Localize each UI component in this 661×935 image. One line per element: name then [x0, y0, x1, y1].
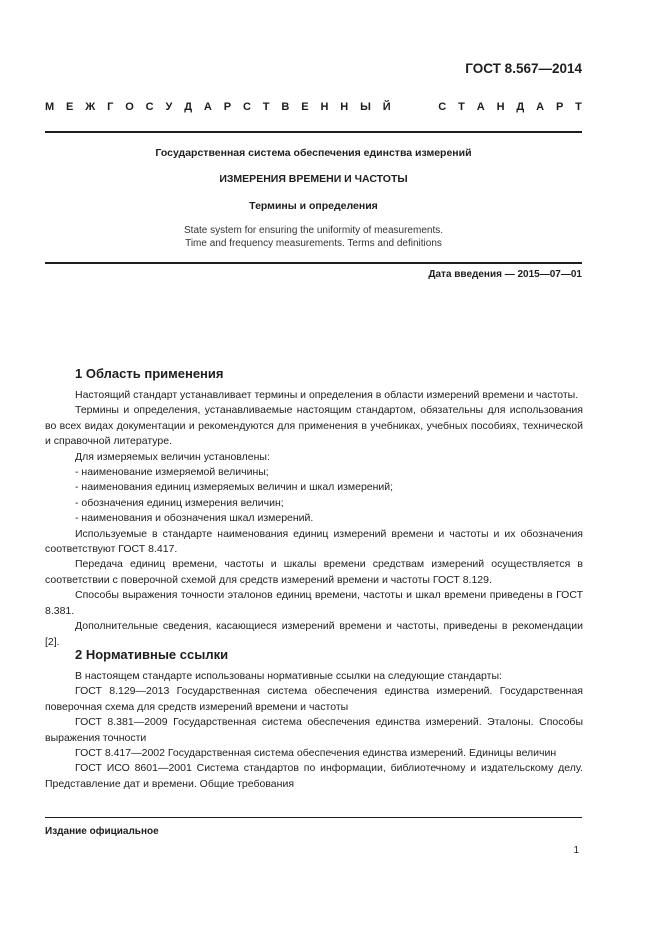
- interstate-standard-band: [45, 101, 582, 113]
- band-letter: Н: [340, 101, 349, 113]
- band-letter: С: [438, 101, 447, 113]
- official-edition-label: Издание официальное: [45, 826, 159, 837]
- paragraph: Способы выражения точности эталонов единиц времени, частоты и шкал времени приведены в ГОСТ 8.381.: [45, 589, 583, 617]
- band-letter: Т: [458, 101, 465, 113]
- english-title-line-2: Time and frequency measurements. Terms and definitions: [185, 238, 442, 249]
- reference-item: ГОСТ 8.417—2002 Государственная система обеспечения единства измерений. Единицы величин: [75, 747, 557, 760]
- document-code: ГОСТ 8.567—2014: [465, 61, 582, 76]
- band-letter: А: [203, 101, 212, 113]
- band-letter: Т: [575, 101, 582, 113]
- band-letter: [420, 101, 426, 113]
- english-title-line-1: State system for ensuring the uniformity of measurements.: [184, 225, 443, 236]
- band-letter: М: [45, 101, 55, 113]
- footer-rule: [45, 817, 582, 818]
- band-letter: Р: [223, 101, 232, 113]
- paragraph: Термины и определения, устанавливаемые настоящим стандартом, обязательны для использования во всех видах документации и рекомендуются для применения в учебниках, учебных пособиях, технической и справочной литературе.: [45, 404, 583, 448]
- paragraph: Для измеряемых величин установлены:: [75, 450, 270, 463]
- reference-item: ГОСТ 8.381—2009 Государственная система обеспечения единства измерений. Эталоны. Способы выражения точности: [45, 716, 583, 744]
- list-item: - наименования единиц измеряемых величин и шкал измерений;: [75, 481, 394, 494]
- paragraph: Дополнительные сведения, касающиеся измерений времени и частоты, приведены в рекомендации [2].: [45, 620, 583, 648]
- system-title: Государственная система обеспечения единства измерений: [155, 147, 472, 159]
- list-item: - обозначения единиц измерения величин;: [75, 496, 284, 509]
- section-1-heading: 1 Область применения: [75, 366, 224, 381]
- band-letter: Й: [382, 101, 391, 113]
- band-letter: Е: [301, 101, 309, 113]
- band-letter: Д: [184, 101, 193, 113]
- band-letter: Д: [516, 101, 525, 113]
- band-letter: Е: [66, 101, 74, 113]
- band-letter: В: [281, 101, 290, 113]
- section-1-body: [45, 388, 583, 650]
- band-letter: Ы: [360, 101, 371, 113]
- band-letter: А: [536, 101, 545, 113]
- list-item: - наименования и обозначения шкал измерений.: [75, 512, 314, 525]
- band-letter: О: [125, 101, 134, 113]
- band-letter: С: [145, 101, 154, 113]
- band-letter: А: [476, 101, 485, 113]
- band-letter: [403, 101, 409, 113]
- band-letter: Н: [496, 101, 505, 113]
- paragraph: Передача единиц времени, частоты и шкалы времени средствам измерений осуществляется в соответствии с поверочной схемой для средств измерений времени и частоты ГОСТ 8.129.: [45, 558, 583, 586]
- reference-item: ГОСТ ИСО 8601—2001 Система стандартов по информации, библиотечному и издательскому делу. Представление дат и времени. Общие требования: [45, 762, 583, 790]
- header-rule: [45, 131, 582, 133]
- band-letter: Т: [262, 101, 270, 113]
- band-letter: У: [165, 101, 173, 113]
- band-letter: Р: [555, 101, 564, 113]
- reference-item: ГОСТ 8.129—2013 Государственная система обеспечения единства измерений. Государственная поверочная схема для средств измерений времени и частоты: [45, 685, 583, 713]
- band-letter: Г: [107, 101, 114, 113]
- english-title: [45, 224, 582, 250]
- list-item: - наименование измеряемой величины;: [75, 466, 269, 479]
- paragraph: Настоящий стандарт устанавливает термины и определения в области измерений времени и частоты.: [75, 389, 579, 401]
- paragraph: В настоящем стандарте использованы нормативные ссылки на следующие стандарты:: [75, 670, 502, 682]
- introduction-date: Дата введения — 2015—07—01: [428, 269, 582, 280]
- document-subtitle: Термины и определения: [249, 200, 378, 212]
- band-letter: Н: [320, 101, 329, 113]
- page-number: 1: [573, 845, 579, 856]
- section-2-heading: 2 Нормативные ссылки: [75, 647, 229, 662]
- band-letter: Ж: [85, 101, 96, 113]
- band-letter: С: [242, 101, 251, 113]
- document-title: ИЗМЕРЕНИЯ ВРЕМЕНИ И ЧАСТОТЫ: [219, 173, 408, 185]
- title-rule: [45, 262, 582, 264]
- paragraph: Используемые в стандарте наименования единиц измерений времени и частоты и их обозначения соответствуют ГОСТ 8.417.: [45, 527, 583, 556]
- section-2-body: [45, 669, 583, 792]
